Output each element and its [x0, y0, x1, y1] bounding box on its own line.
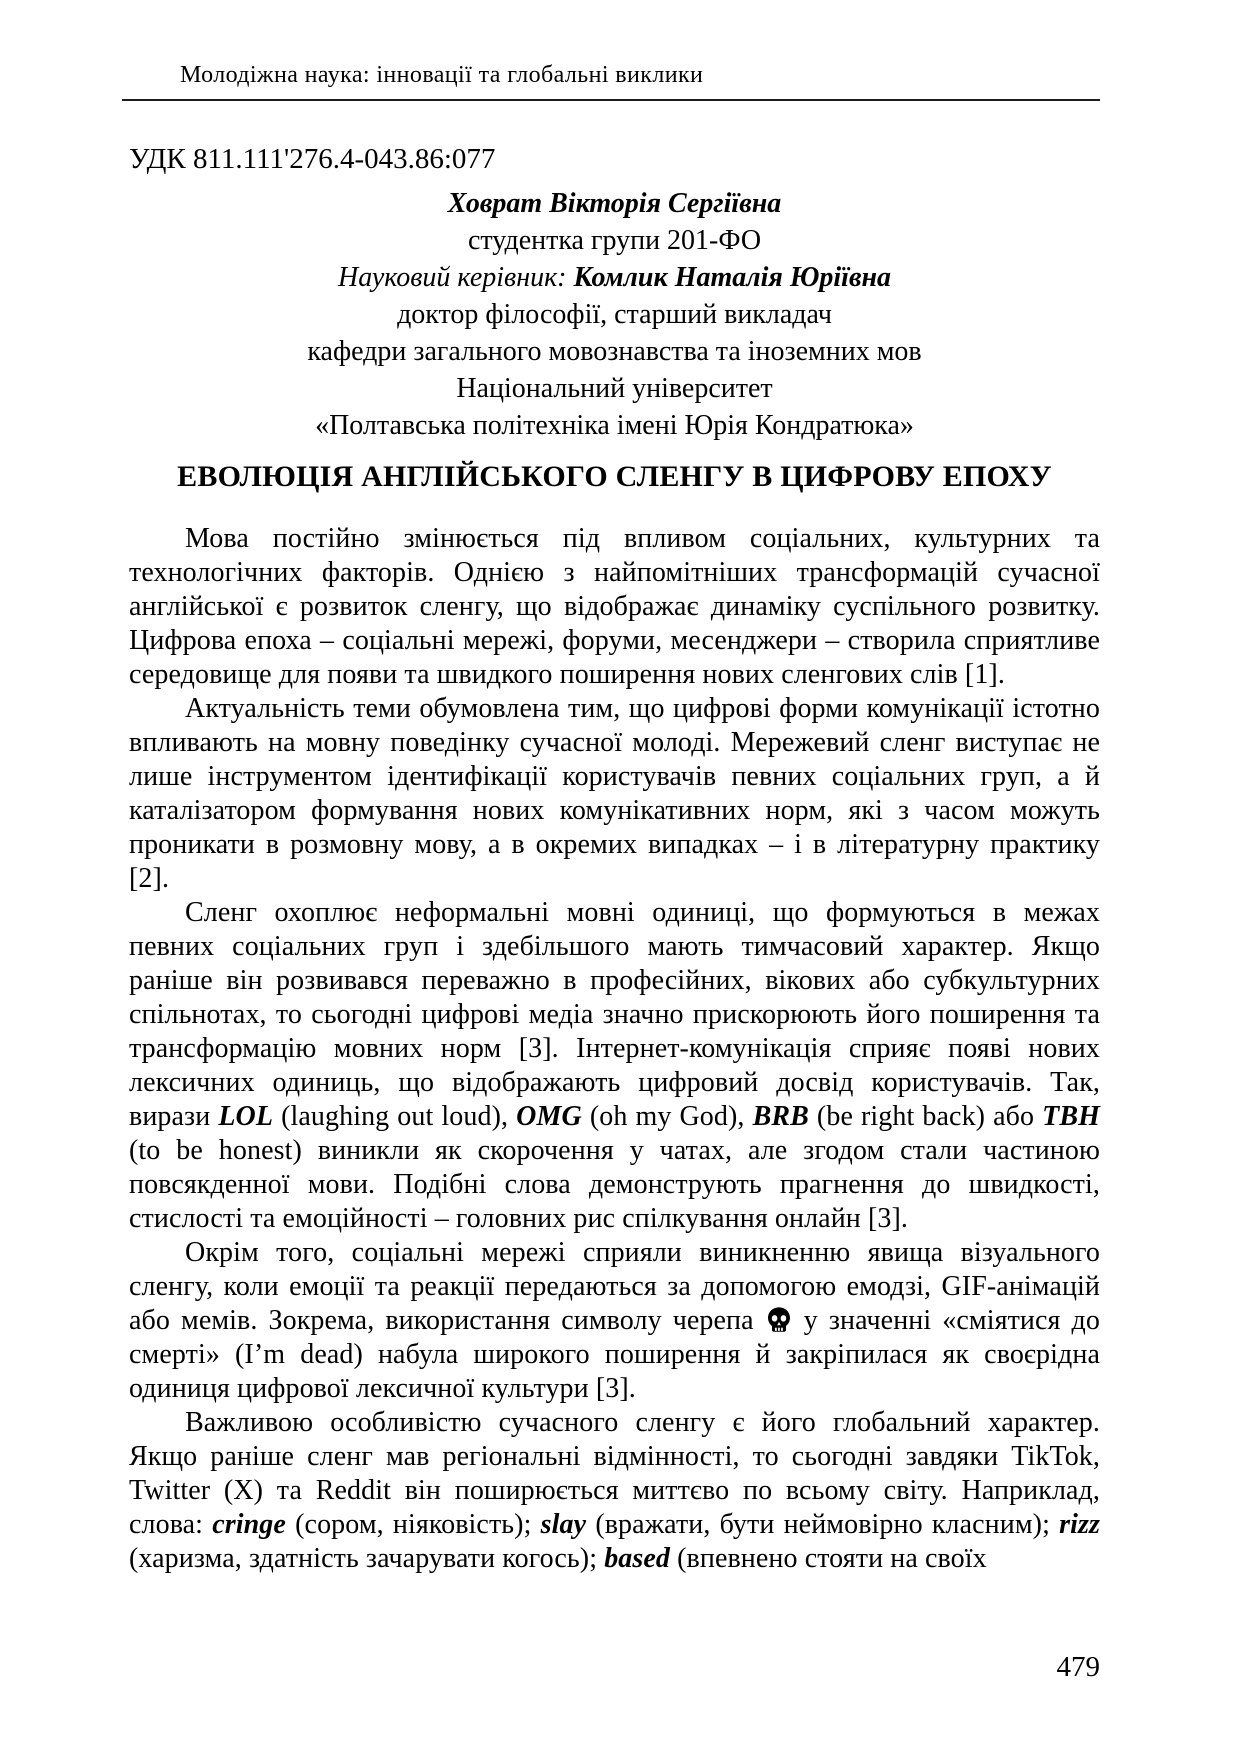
advisor-department: кафедри загального мовознавства та іноземних мов [307, 336, 922, 367]
university-name: Національний університет [456, 373, 773, 404]
paragraph-text: (laughing out loud), [273, 1101, 517, 1132]
slang-term: cringe [212, 1509, 286, 1540]
paragraph [129, 522, 1100, 692]
author-role: студентка групи 201-ФО [467, 225, 762, 256]
paragraph-text: (вражати, бути неймовірно класним); [586, 1509, 1060, 1540]
paragraph-text: Мова постійно змінюється під впливом соціальних, культурних та технологічних факторів. Однією з найпомітніших трансформацій сучасної англійської є розвиток сленгу, що відображає динаміку суспільного розвитку. Цифрова епоха – соціальні мережі, форуми, месенджери – створила сприятливе середовище для появи та швидкого поширення нових сленгових слів [1]. [129, 523, 1100, 690]
paragraph-text: (сором, ніяковість); [285, 1509, 541, 1540]
article-body [129, 522, 1100, 1576]
slang-term: rizz [1059, 1509, 1100, 1540]
author-name: Ховрат Вікторія Сергіївна [447, 188, 782, 219]
paragraph [129, 896, 1100, 1236]
advisor-line [129, 259, 1100, 296]
slang-term: TBH [1042, 1101, 1100, 1132]
author-block [129, 185, 1100, 444]
advisor-name: Комлик Наталія Юріївна [573, 262, 892, 293]
paragraph-text: Окрім того, соціальні мережі сприяли виникненню явища візуального сленгу, коли емоції та реакції передаються за допомогою емодзі, GIF-анімацій або мемів. Зокрема, використання символу черепа [129, 1237, 1100, 1336]
article-content [129, 141, 1100, 1576]
paragraph [129, 692, 1100, 896]
advisor-label: Науковий керівник: [337, 262, 574, 293]
paragraph-text: (to be honest) виникли як скорочення у чатах, але згодом стали частиною повсякденної мови. Подібні слова демонструють прагнення до швидкості, стислості та емоційності – головних рис спілкування онлайн [3]. [129, 1135, 1100, 1234]
paragraph-text: (впевнено стояти на своїх [670, 1543, 987, 1574]
paragraph-text: Актуальність теми обумовлена тим, що цифрові форми комунікації істотно впливають на мовну поведінку сучасної молоді. Мережевий сленг виступає не лише інструментом ідентифікації користувачів певних соціальних груп, а й каталізатором формування нових комунікативних норм, які з часом можуть проникати в розмовну мову, а в окремих випадках – і в літературну практику [2]. [129, 693, 1100, 894]
udc-code: УДК 811.111'276.4-043.86:077 [129, 143, 496, 175]
advisor-degree: доктор філософії, старший викладач [397, 299, 832, 330]
running-header-title: Молодіжна наука: інновації та глобальні виклики [180, 62, 704, 88]
skull-emoji-icon [765, 1306, 793, 1334]
article-title: ЕВОЛЮЦІЯ АНГЛІЙСЬКОГО СЛЕНГУ В ЦИФРОВУ ЕПОХУ [177, 460, 1052, 493]
slang-term: BRB [752, 1101, 809, 1132]
slang-term: based [604, 1543, 671, 1574]
paragraph-text: (be right back) або [808, 1101, 1043, 1132]
paragraph [129, 1406, 1100, 1576]
slang-term: slay [540, 1509, 587, 1540]
slang-term: LOL [218, 1101, 274, 1132]
paragraph-text: (oh my God), [581, 1101, 753, 1132]
paragraph-text: Важливою особливістю сучасного сленгу є його глобальний характер. Якщо раніше сленг мав регіональні відмінності, то сьогодні завдяки TikTok, Twitter (X) та Reddit він поширюється миттєво по всьому світу. Наприклад, слова: [129, 1407, 1100, 1540]
running-header [122, 60, 1100, 101]
paragraph-text: (харизма, здатність зачарувати когось); [129, 1543, 605, 1574]
paragraph-text: Сленг охоплює неформальні мовні одиниці, що формуються в межах певних соціальних груп і здебільшого мають тимчасовий характер. Якщо раніше він розвивався переважно в професійних, вікових або субкультурних спільнотах, то сьогодні цифрові медіа значно прискорюють його поширення та трансформацію мовних норм [3]. Інтернет-комунікація сприяє появі нових лексичних одиниць, що відображають цифровий досвід користувачів. Так, вирази [129, 897, 1100, 1132]
slang-term: OMG [516, 1101, 582, 1132]
paragraph-text: у значенні «сміятися до смерті» (I’m dead) набула широкого поширення й закріпилася як своєрідна одиниця цифрової лексичної культури [3]. [129, 1305, 1100, 1404]
university-name-quoted: «Полтавська політехніка імені Юрія Кондратюка» [315, 410, 914, 441]
paragraph [129, 1236, 1100, 1406]
page-number: 479 [1056, 1651, 1100, 1683]
